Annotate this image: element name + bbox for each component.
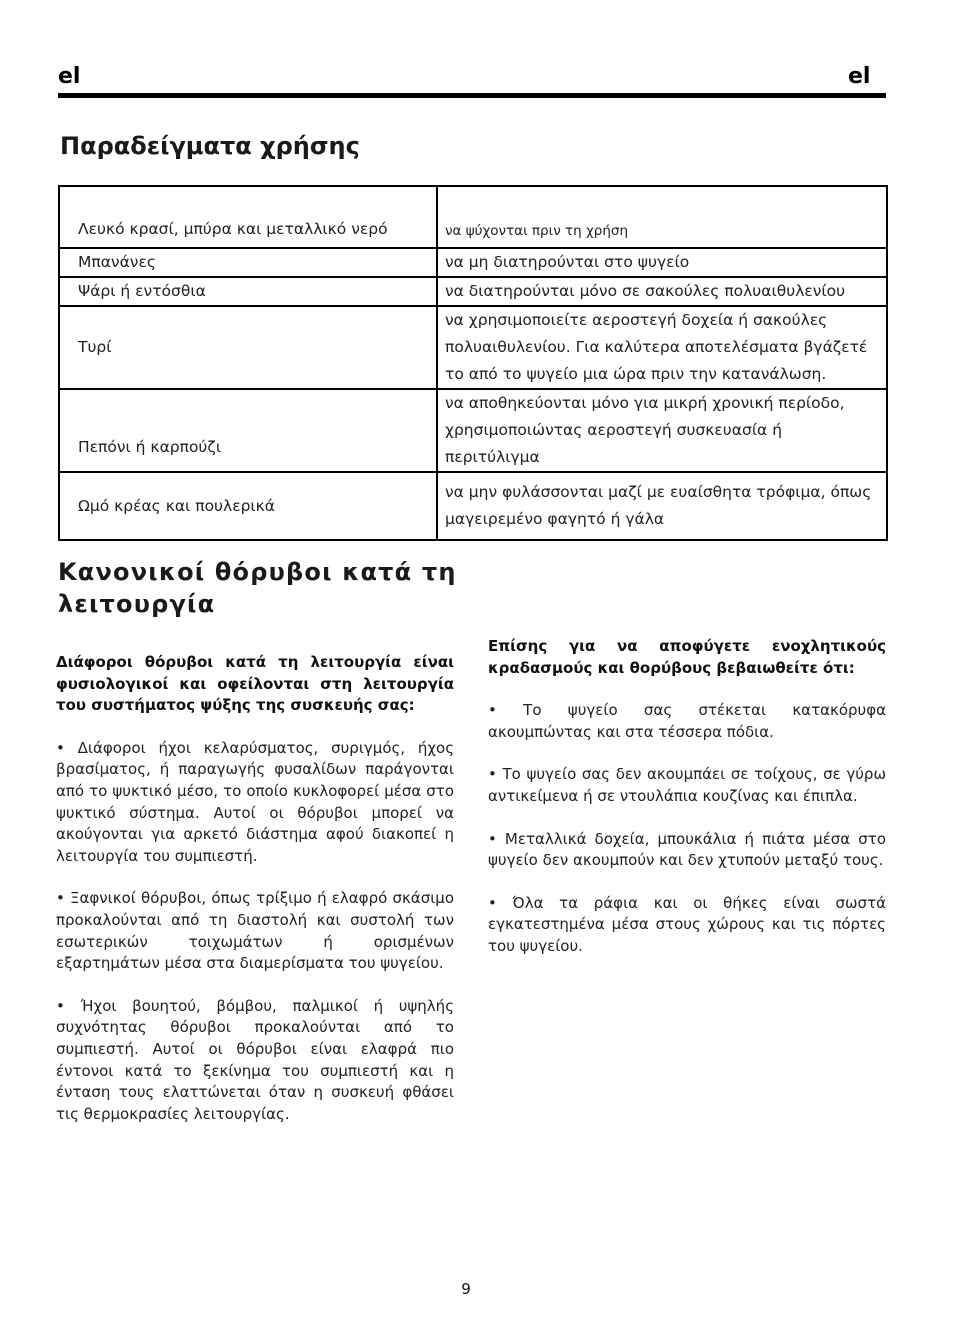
list-item: • Ξαφνικοί θόρυβοι, όπως τρίξιμο ή ελαφρό σκάσιμο προκαλούνται από τη διαστολή και συστολή των εσωτερικών τοιχωμάτων ή ορισμένων εξαρτημάτων μέσα στα διαμερίσματα του ψυγείου. — [56, 889, 454, 973]
list-item: • Το ψυγείο σας δεν ακουμπάει σε τοίχους, σε γύρω αντικείμενα ή σε ντουλάπια κουζίνας και έπιπλα. — [488, 765, 886, 805]
table-row — [59, 306, 887, 389]
list-item: • Διάφοροι ήχοι κελαρύσματος, συριγμός, ήχος βρασίματος, ή παραγωγής φυσαλίδων παράγονται από το ψυκτικό μέσο, το οποίο κυκλοφορεί μέσα στο ψυκτικό σύστημα. Αυτοί οι θόρυβοι μπορεί να ακούγονται για αρκετό διάστημα αφού διακοπεί η λειτουργία του συμπιεστή. — [56, 738, 454, 865]
instruction-cell: να διατηρούνται μόνο σε σακούλες πολυαιθυλενίου — [437, 277, 887, 306]
food-cell: Τυρί — [59, 306, 437, 389]
instruction-cell: να χρησιμοποιείτε αεροστεγή δοχεία ή σακούλες πολυαιθυλενίου. Για καλύτερα αποτελέσματα βγάζετέ το από το ψυγείο μια ώρα πριν την κατανάλωση. — [437, 306, 887, 389]
noise-right-column — [488, 636, 886, 979]
usage-examples-table — [58, 185, 888, 541]
noise-left-column — [56, 652, 454, 1146]
food-cell: Ψάρι ή εντόσθια — [59, 277, 437, 306]
instruction-cell: να ψύχονται πριν τη χρήση — [437, 186, 887, 248]
table-row — [59, 389, 887, 472]
list-item: • Μεταλλικά δοχεία, μπουκάλια ή πιάτα μέσα στο ψυγείο δεν ακουμπούν και δεν χτυπούν μεταξύ τους. — [488, 829, 886, 870]
page-number: 9 — [461, 1280, 471, 1298]
list-item: • Το ψυγείο σας στέκεται κατακόρυφα ακουμπώντας και στα τέσσερα πόδια. — [488, 701, 886, 741]
usage-examples-title: Παραδείγματα χρήσης — [60, 132, 360, 160]
vibration-intro: Επίσης για να αποφύγετε ενοχλητικούς κραδασμούς και θορύβους βεβαιωθείτε ότι: — [488, 637, 886, 677]
table-row — [59, 472, 887, 540]
table-row — [59, 186, 887, 248]
instruction-cell: να μην φυλάσσονται μαζί με ευαίσθητα τρόφιμα, όπως μαγειρεμένο φαγητό ή γάλα — [437, 472, 887, 540]
normal-noises-title: Κανονικοί θόρυβοι κατά τη λειτουργία — [58, 558, 457, 618]
table-row — [59, 277, 887, 306]
food-cell: Πεπόνι ή καρπούζι — [59, 389, 437, 472]
header-language-right: el — [848, 64, 871, 89]
food-cell: Ωμό κρέας και πουλερικά — [59, 472, 437, 540]
instruction-cell: να αποθηκεύονται μόνο για μικρή χρονική περίοδο, χρησιμοποιώντας αεροστεγή συσκευασία ή περιτύλιγμα — [437, 389, 887, 472]
header-language-left: el — [58, 64, 81, 89]
list-item: • Ήχοι βουητού, βόμβου, παλμικοί ή υψηλής συχνότητας θόρυβοι προκαλούνται από το συμπιεστή. Αυτοί οι θόρυβοι είναι ελαφρά πιο έντονοι κατά το ξεκίνημα του συμπιεστή και η ένταση τους ελαττώνεται όταν η συσκευή φθάσει τις θερμοκρασίες λειτουργίας. — [56, 996, 454, 1123]
table-row — [59, 248, 887, 277]
noise-intro: Διάφοροι θόρυβοι κατά τη λειτουργία είναι φυσιολογικοί και οφείλονται στη λειτουργία του συστήματος ψύξης της συσκευής σας: — [56, 653, 454, 715]
food-cell: Λευκό κρασί, μπύρα και μεταλλικό νερό — [59, 186, 437, 248]
header-rule — [58, 93, 886, 98]
list-item: • Όλα τα ράφια και οι θήκες είναι σωστά εγκατεστημένα μέσα στους χώρους και τις πόρτες του ψυγείου. — [488, 893, 886, 955]
food-cell: Μπανάνες — [59, 248, 437, 277]
instruction-cell: να μη διατηρούνται στο ψυγείο — [437, 248, 887, 277]
